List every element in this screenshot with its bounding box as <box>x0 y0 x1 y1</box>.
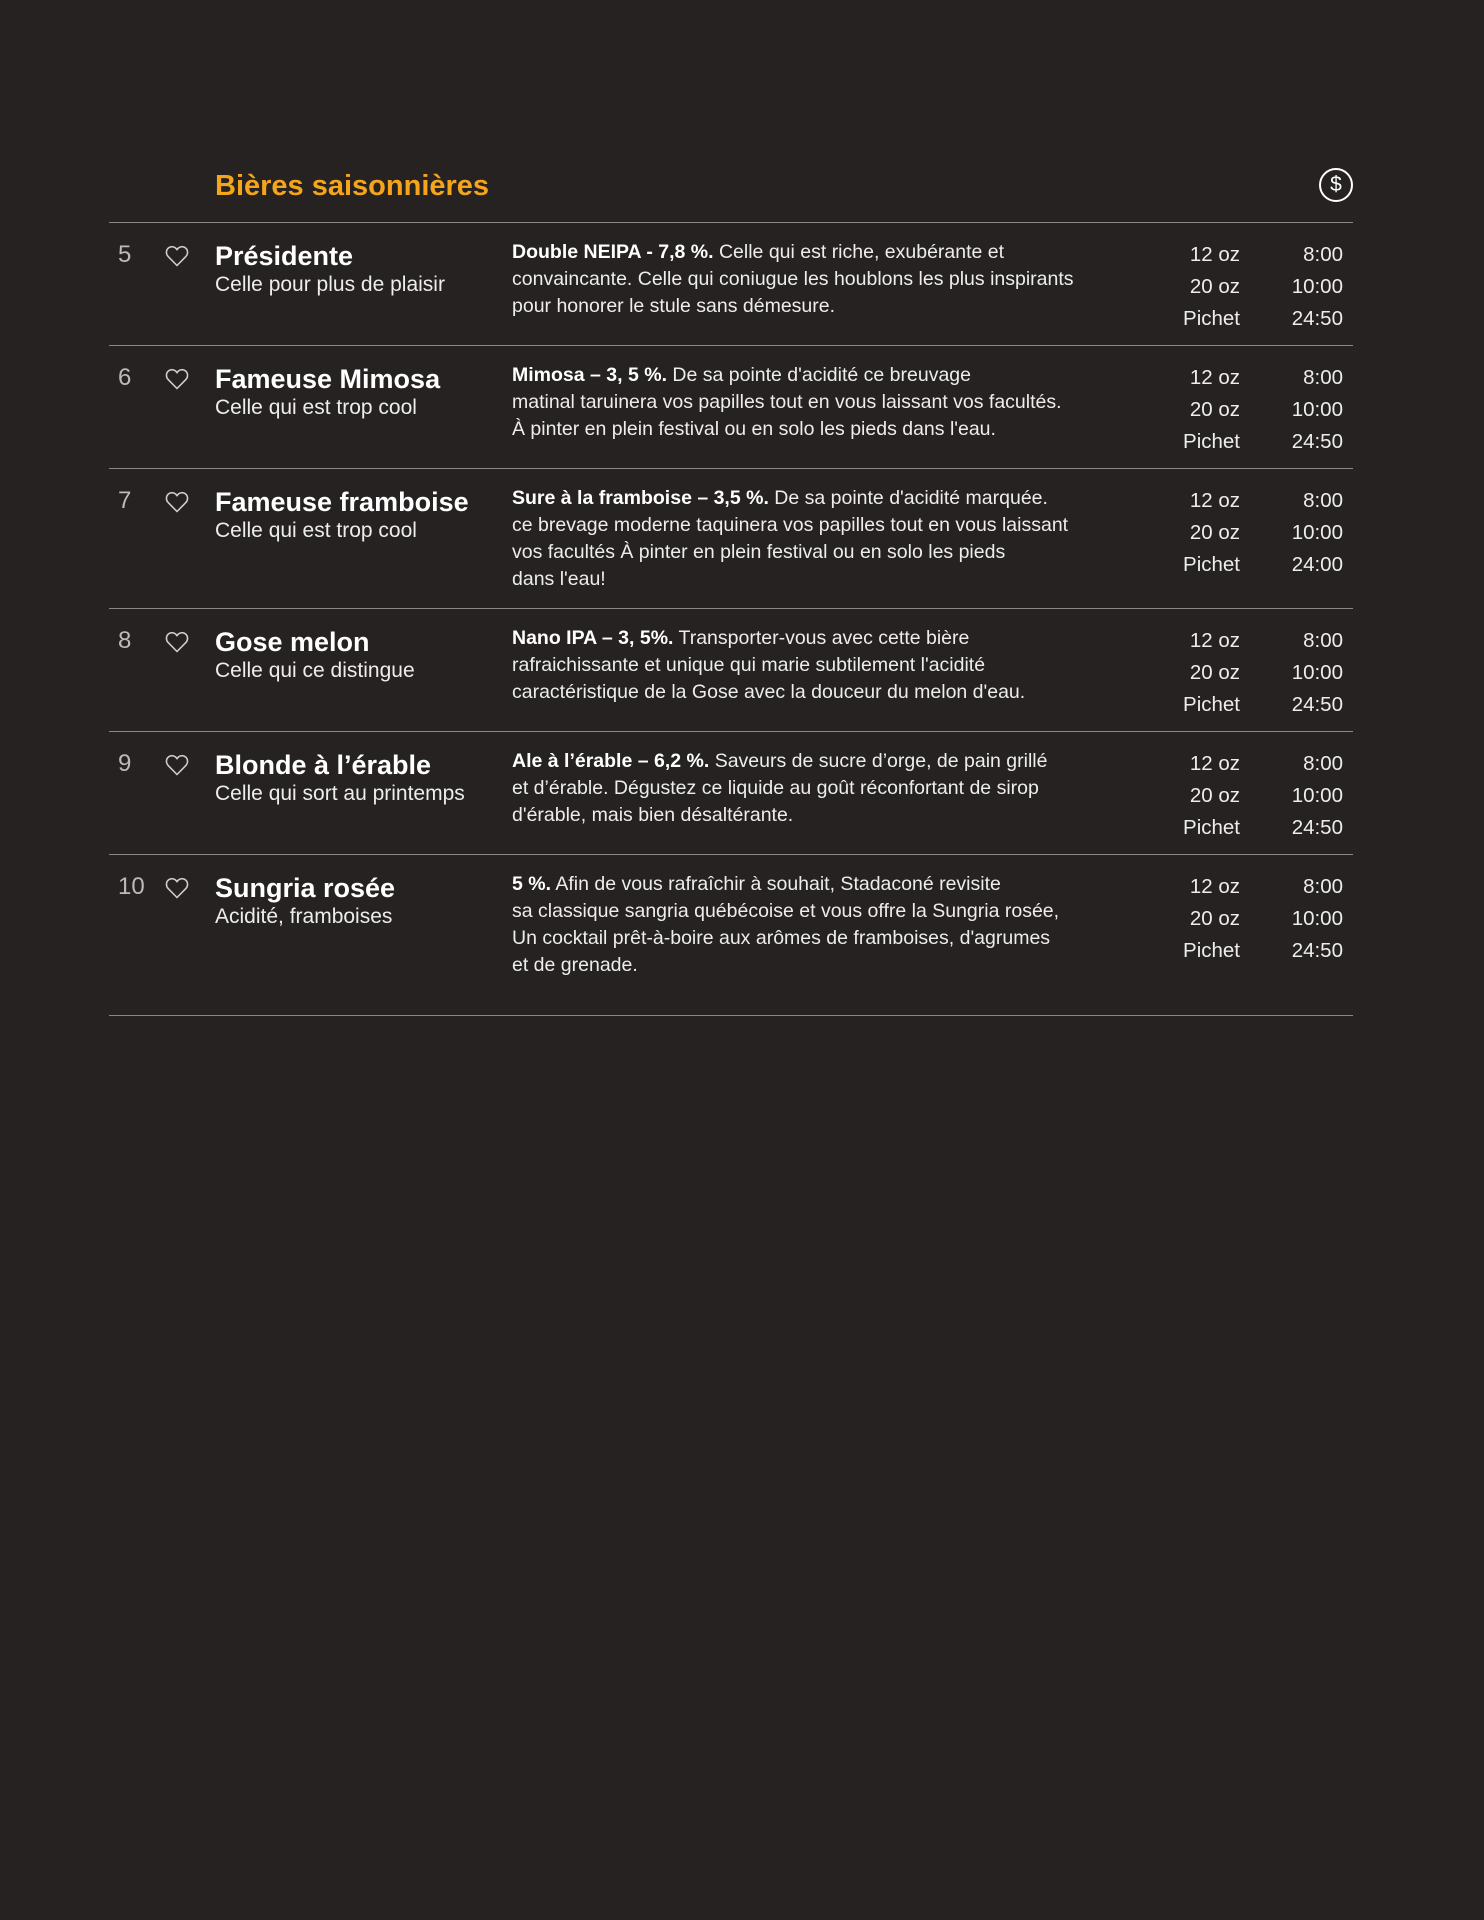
description-line <box>512 748 1152 775</box>
size-label: 12 oz <box>1189 489 1240 512</box>
menu-item-row <box>109 855 1353 1016</box>
item-description <box>512 362 1152 443</box>
item-title-block <box>215 750 505 808</box>
item-prices <box>1292 871 1343 967</box>
size-label: 20 oz <box>1189 907 1240 930</box>
item-name: Présidente <box>215 241 354 271</box>
item-style-abv: Ale à l’érable – 6,2 %. <box>512 750 710 772</box>
menu-item-row <box>109 346 1353 469</box>
item-list <box>109 223 1353 1016</box>
description-line: caractéristique de la Gose avec la douceur du melon d'eau. <box>512 681 1026 703</box>
size-label: Pichet <box>1183 307 1240 330</box>
description-line: Un cocktail prêt-à-boire aux arômes de framboises, d'agrumes <box>512 927 1051 949</box>
item-sizes <box>1183 239 1240 335</box>
item-tagline: Celle qui ce distingue <box>215 659 415 682</box>
description-line: vos facultés À pinter en plein festival ou en solo les pieds <box>512 541 1006 563</box>
price-value: 24:50 <box>1291 307 1343 330</box>
price-value: 8:00 <box>1303 875 1343 898</box>
item-tagline: Celle qui sort au printemps <box>215 782 465 805</box>
description-line: et de grenade. <box>512 954 638 976</box>
item-description <box>512 625 1152 706</box>
heart-icon[interactable] <box>165 245 189 267</box>
price-value: 24:00 <box>1291 553 1343 576</box>
size-label: 20 oz <box>1189 275 1240 298</box>
price-value: 8:00 <box>1303 629 1343 652</box>
size-label: 20 oz <box>1189 521 1240 544</box>
item-tagline: Celle qui est trop cool <box>215 396 417 419</box>
item-number: 6 <box>118 364 132 391</box>
description-line: À pinter en plein festival ou en solo les pieds dans l'eau. <box>512 418 996 440</box>
price-value: 8:00 <box>1303 243 1343 266</box>
price-value: 10:00 <box>1291 521 1343 544</box>
price-value: 24:50 <box>1291 430 1343 453</box>
price-value: 10:00 <box>1291 275 1343 298</box>
price-value: 24:50 <box>1291 816 1343 839</box>
size-label: 20 oz <box>1189 398 1240 421</box>
item-number: 10 <box>118 873 145 900</box>
description-text: Transporter-vous avec cette bière <box>673 627 970 649</box>
heart-icon[interactable] <box>165 631 189 653</box>
description-text: Saveurs de sucre d’orge, de pain grillé <box>709 750 1048 772</box>
description-text: Afin de vous rafraîchir à souhait, Stadaconé revisite <box>551 873 1001 895</box>
size-label: Pichet <box>1183 553 1240 576</box>
item-name: Fameuse framboise <box>215 487 469 517</box>
size-label: Pichet <box>1183 939 1240 962</box>
item-tagline: Acidité, framboises <box>215 905 393 928</box>
description-line <box>512 871 1152 898</box>
description-text: Celle qui est riche, exubérante et <box>713 241 1005 263</box>
description-line: matinal taruinera vos papilles tout en vous laissant vos facultés. <box>512 391 1062 413</box>
menu-item-row <box>109 469 1353 609</box>
heart-icon[interactable] <box>165 754 189 776</box>
price-value: 24:50 <box>1291 939 1343 962</box>
description-line <box>512 362 1152 389</box>
item-prices <box>1292 362 1343 458</box>
item-sizes <box>1183 485 1240 581</box>
description-line <box>512 485 1152 512</box>
size-label: 20 oz <box>1189 784 1240 807</box>
item-prices <box>1292 625 1343 721</box>
item-name: Fameuse Mimosa <box>215 364 441 394</box>
item-title-block <box>215 241 505 299</box>
item-title-block <box>215 364 505 422</box>
menu-item-row <box>109 609 1353 732</box>
item-sizes <box>1183 362 1240 458</box>
item-number: 7 <box>118 487 132 514</box>
item-number: 9 <box>118 750 132 777</box>
description-line: et d’érable. Dégustez ce liquide au goût réconfortant de sirop <box>512 777 1039 799</box>
item-number: 8 <box>118 627 132 654</box>
item-sizes <box>1183 871 1240 967</box>
description-line: rafraichissante et unique qui marie subtilement l'acidité <box>512 654 986 676</box>
description-text: De sa pointe d'acidité marquée. <box>768 487 1048 509</box>
price-value: 10:00 <box>1291 784 1343 807</box>
item-title-block <box>215 873 505 931</box>
size-label: 12 oz <box>1189 629 1240 652</box>
item-style-abv: Mimosa – 3, 5 %. <box>512 364 667 386</box>
menu-item-row <box>109 732 1353 855</box>
description-line: d'érable, mais bien désaltérante. <box>512 804 794 826</box>
item-style-abv: 5 %. <box>512 873 552 895</box>
item-description <box>512 748 1152 829</box>
price-value: 10:00 <box>1291 661 1343 684</box>
item-style-abv: Sure à la framboise – 3,5 %. <box>512 487 769 509</box>
description-line <box>512 239 1152 266</box>
size-label: 12 oz <box>1189 366 1240 389</box>
description-line: ce brevage moderne taquinera vos papilles tout en vous laissant <box>512 514 1069 536</box>
size-label: 12 oz <box>1189 875 1240 898</box>
item-prices <box>1292 239 1343 335</box>
price-value: 8:00 <box>1303 489 1343 512</box>
section-title: Bières saisonnières <box>215 170 490 202</box>
item-title-block <box>215 627 505 685</box>
item-sizes <box>1183 748 1240 844</box>
price-value: 10:00 <box>1291 398 1343 421</box>
description-line: pour honorer le stule sans démesure. <box>512 295 836 317</box>
item-description <box>512 485 1152 593</box>
item-title-block <box>215 487 505 545</box>
description-text: De sa pointe d'acidité ce breuvage <box>666 364 971 386</box>
description-line: sa classique sangria québécoise et vous offre la Sungria rosée, <box>512 900 1060 922</box>
item-name: Sungria rosée <box>215 873 396 903</box>
price-value: 8:00 <box>1303 366 1343 389</box>
price-value: 24:50 <box>1291 693 1343 716</box>
beer-menu <box>109 160 1353 1016</box>
size-label: Pichet <box>1183 816 1240 839</box>
heart-icon[interactable] <box>165 491 189 513</box>
heart-icon[interactable] <box>165 368 189 390</box>
item-description <box>512 871 1152 979</box>
description-line: dans l'eau! <box>512 568 606 590</box>
menu-header <box>109 160 1353 223</box>
item-style-abv: Double NEIPA - 7,8 %. <box>512 241 714 263</box>
item-name: Gose melon <box>215 627 370 657</box>
item-tagline: Celle qui est trop cool <box>215 519 417 542</box>
description-line <box>512 625 1152 652</box>
menu-item-row <box>109 223 1353 346</box>
size-label: Pichet <box>1183 430 1240 453</box>
price-value: 10:00 <box>1291 907 1343 930</box>
size-label: 12 oz <box>1189 243 1240 266</box>
item-prices <box>1292 748 1343 844</box>
item-number: 5 <box>118 241 132 268</box>
item-prices <box>1292 485 1343 581</box>
item-tagline: Celle pour plus de plaisir <box>215 273 445 296</box>
heart-icon[interactable] <box>165 877 189 899</box>
description-line: convaincante. Celle qui coniugue les houblons les plus inspirants <box>512 268 1074 290</box>
size-label: 20 oz <box>1189 661 1240 684</box>
item-description <box>512 239 1152 320</box>
item-sizes <box>1183 625 1240 721</box>
size-label: 12 oz <box>1189 752 1240 775</box>
price-value: 8:00 <box>1303 752 1343 775</box>
item-name: Blonde à l’érable <box>215 750 432 780</box>
item-style-abv: Nano IPA – 3, 5%. <box>512 627 674 649</box>
size-label: Pichet <box>1183 693 1240 716</box>
dollar-icon: $ <box>1319 168 1353 202</box>
